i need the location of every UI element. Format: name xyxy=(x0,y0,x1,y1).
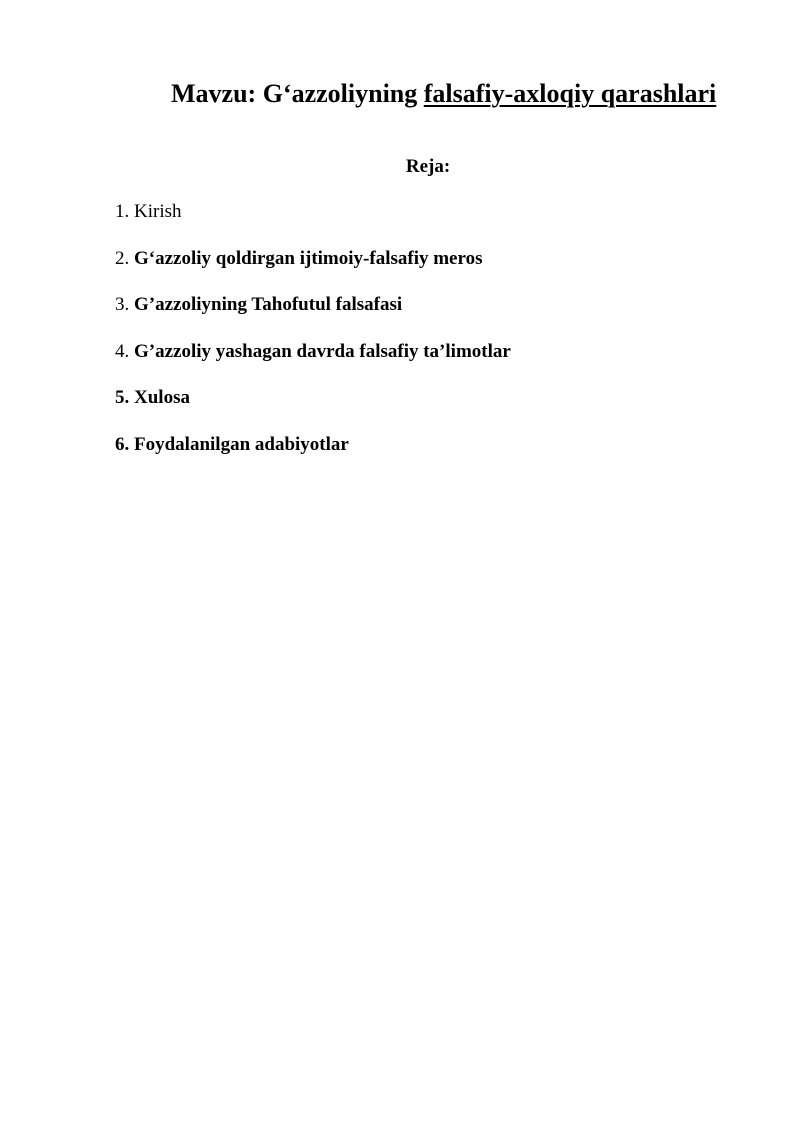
plan-heading: Reja: xyxy=(405,156,451,177)
plan-item-text: Kirish xyxy=(134,201,182,222)
plan-item-3 xyxy=(115,293,511,317)
title-prefix: Mavzu: G‘azzoliyning xyxy=(171,79,424,108)
plan-item-number: 2. xyxy=(115,247,134,269)
plan-list xyxy=(115,200,511,479)
plan-item-text: G’azzoliy yashagan davrda falsafiy ta’limotlar xyxy=(134,340,511,362)
plan-item-text: Foydalanilgan adabiyotlar xyxy=(134,433,349,455)
plan-item-text: G’azzoliyning Tahofutul falsafasi xyxy=(134,294,403,315)
plan-item-text: G‘azzoliy qoldirgan ijtimoiy-falsafiy meros xyxy=(134,247,483,269)
plan-item-4 xyxy=(115,340,511,364)
plan-item-6 xyxy=(115,433,511,457)
plan-item-2 xyxy=(115,247,511,271)
plan-item-text: Xulosa xyxy=(134,387,190,408)
title-underlined-part: falsafiy-axloqiy qarashlari xyxy=(423,79,717,108)
plan-item-number: 6. xyxy=(115,433,134,455)
plan-item-5 xyxy=(115,386,511,410)
document-title xyxy=(171,78,716,110)
plan-item-number: 3. xyxy=(115,294,134,315)
plan-item-1 xyxy=(115,200,511,224)
plan-item-number: 5. xyxy=(115,387,134,408)
plan-item-number: 1. xyxy=(115,201,134,222)
plan-item-number: 4. xyxy=(115,340,134,362)
